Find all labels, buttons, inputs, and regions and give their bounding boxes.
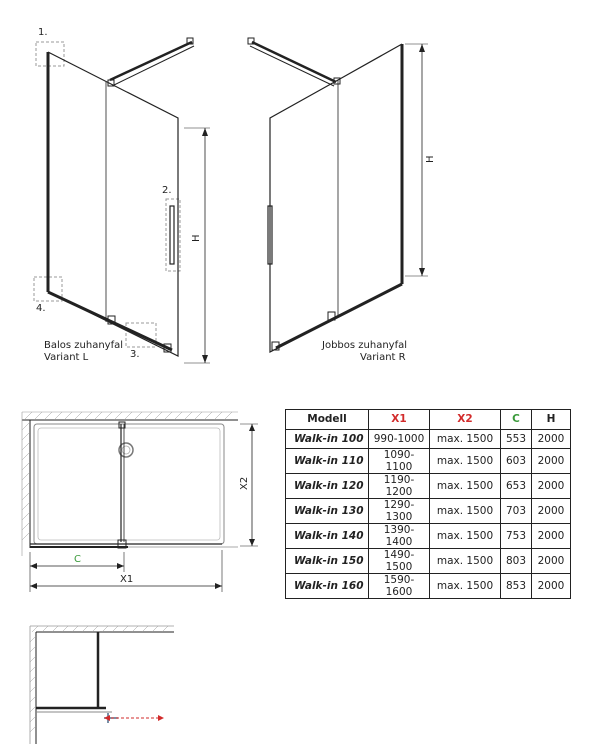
cell-h: 2000 [532, 449, 571, 474]
cell-modell: Walk-in 150 [286, 549, 369, 574]
variant-l-caption-line2: Variant L [44, 352, 89, 363]
cell-c: 603 [501, 449, 532, 474]
cell-x2: max. 1500 [430, 449, 501, 474]
cell-x1: 1190-1200 [369, 474, 430, 499]
table-row [286, 524, 571, 549]
callout-3-label: 3. [130, 349, 140, 360]
variant-r-caption-line2: Variant R [360, 352, 406, 363]
cell-modell: Walk-in 110 [286, 449, 369, 474]
cell-c: 653 [501, 474, 532, 499]
table-row [286, 499, 571, 524]
callout-4-label: 4. [36, 303, 46, 314]
variant-r-drawing [248, 38, 428, 352]
cell-x2: max. 1500 [430, 474, 501, 499]
cell-h: 2000 [532, 499, 571, 524]
cell-x2: max. 1500 [430, 549, 501, 574]
variant-l-drawing [34, 38, 210, 363]
table-row [286, 449, 571, 474]
cell-h: 2000 [532, 524, 571, 549]
x1-dimension-label: X1 [120, 574, 134, 585]
cell-x2: max. 1500 [430, 524, 501, 549]
cell-modell: Walk-in 120 [286, 474, 369, 499]
c-dimension-label: C [74, 554, 81, 565]
cell-modell: Walk-in 100 [286, 429, 369, 449]
callout-2-label: 2. [162, 185, 172, 196]
detail-drawing [30, 626, 174, 744]
cell-modell: Walk-in 140 [286, 524, 369, 549]
cell-c: 803 [501, 549, 532, 574]
header-c: C [501, 410, 532, 430]
header-modell: Modell [286, 410, 369, 430]
cell-c: 853 [501, 574, 532, 599]
model-spec-table [285, 409, 571, 599]
cell-x1: 990-1000 [369, 429, 430, 449]
cell-x1: 1290-1300 [369, 499, 430, 524]
callout-1-label: 1. [38, 27, 48, 38]
table-row [286, 429, 571, 449]
x2-dimension-label: X2 [239, 476, 250, 490]
cell-h: 2000 [532, 474, 571, 499]
variant-r-caption-line1: Jobbos zuhanyfal [322, 340, 408, 351]
header-x1: X1 [369, 410, 430, 430]
cell-modell: Walk-in 160 [286, 574, 369, 599]
variant-l-height-label: H [191, 234, 202, 242]
cell-c: 703 [501, 499, 532, 524]
cell-x2: max. 1500 [430, 574, 501, 599]
cell-x2: max. 1500 [430, 429, 501, 449]
variant-r-height-label: H [425, 155, 436, 163]
table-row [286, 549, 571, 574]
cell-h: 2000 [532, 429, 571, 449]
table-row [286, 474, 571, 499]
plan-view-drawing [22, 412, 258, 592]
cell-c: 753 [501, 524, 532, 549]
cell-c: 553 [501, 429, 532, 449]
header-h: H [532, 410, 571, 430]
table-header-row [286, 410, 571, 430]
header-x2: X2 [430, 410, 501, 430]
cell-h: 2000 [532, 549, 571, 574]
table-row [286, 574, 571, 599]
cell-x1: 1090-1100 [369, 449, 430, 474]
wall-hatching [22, 412, 232, 540]
cell-h: 2000 [532, 574, 571, 599]
cell-x2: max. 1500 [430, 499, 501, 524]
cell-x1: 1590-1600 [369, 574, 430, 599]
cell-modell: Walk-in 130 [286, 499, 369, 524]
cell-x1: 1390-1400 [369, 524, 430, 549]
callout-box-1 [36, 42, 64, 66]
variant-l-caption-line1: Balos zuhanyfal [44, 340, 124, 351]
cell-x1: 1490-1500 [369, 549, 430, 574]
